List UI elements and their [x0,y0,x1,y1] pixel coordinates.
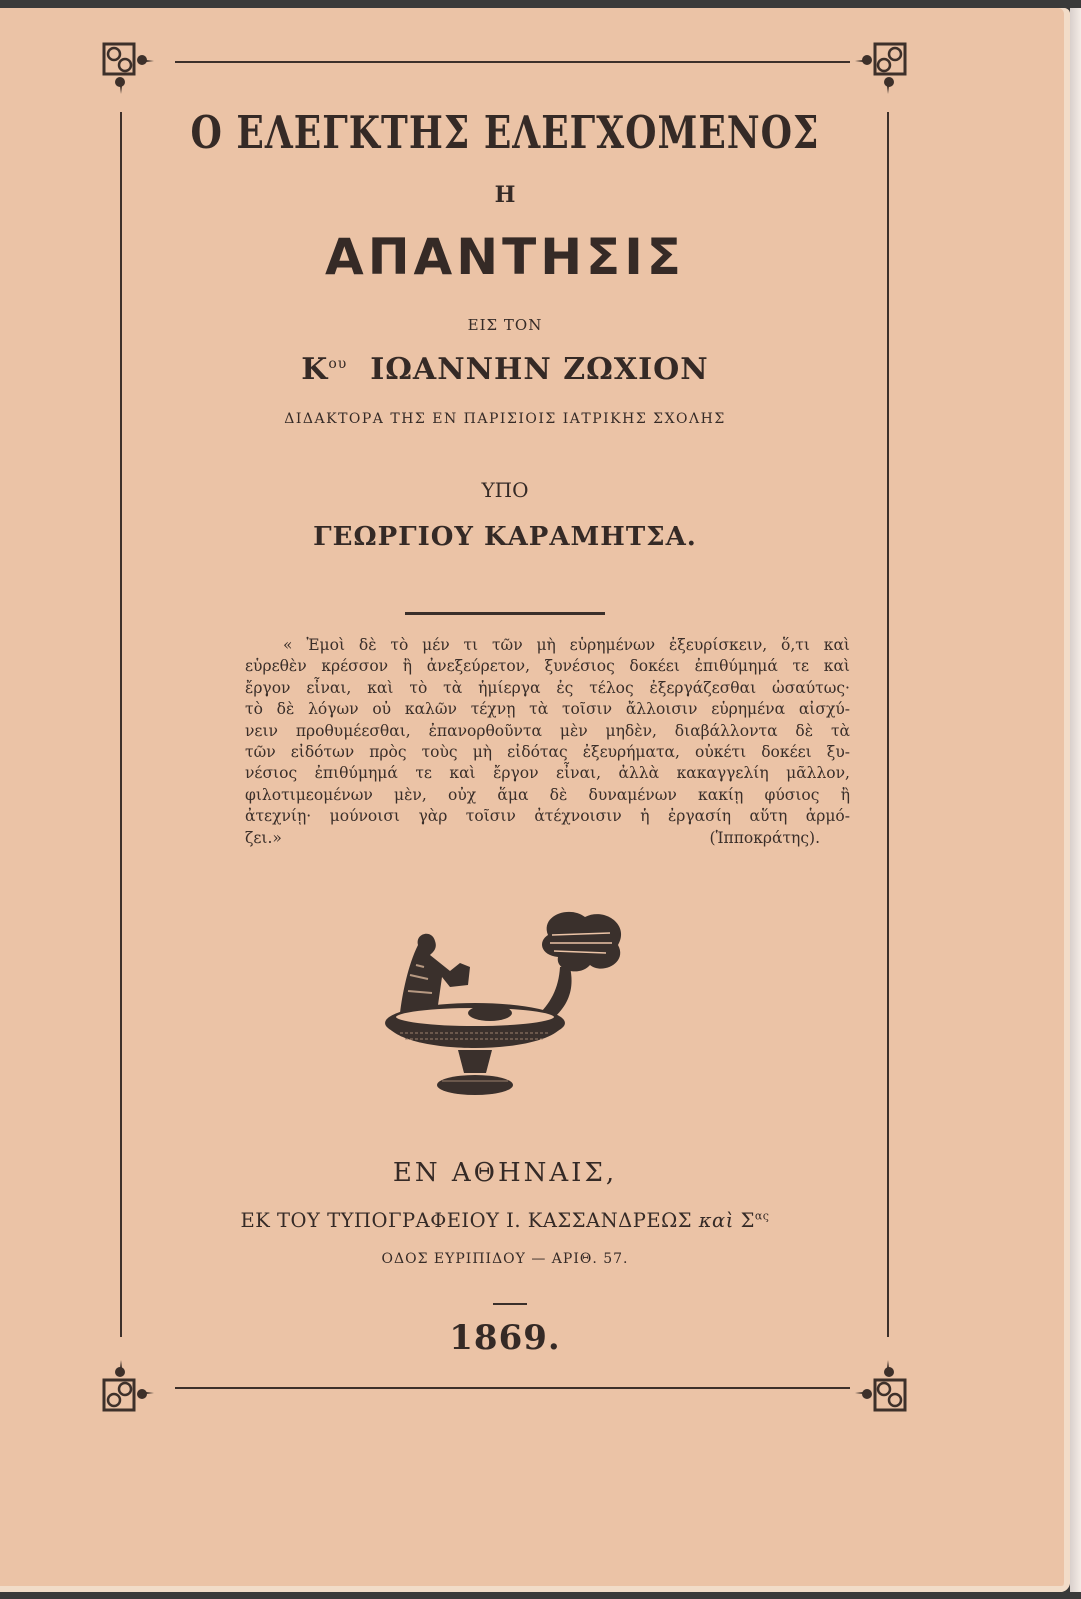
frame-bottom-rule [175,1387,850,1389]
printer-co-sup: ας [754,1209,770,1223]
addressee-degree: ΔΙΔΑΚΤΟΡΑ ΤΗΣ ΕΝ ΠΑΡΙΣΙΟΙΣ ΙΑΤΡΙΚΗΣ ΣΧΟΛΗΣ [284,411,726,427]
corner-ornament-icon [855,40,909,94]
subtitle: ΑΠΑΝΤΗΣΙΣ [325,228,685,286]
dedication-to: ΕΙΣ ΤΟΝ [467,316,543,334]
frame-top-rule [175,61,850,63]
title-conjunction: Η [494,182,516,208]
addressee: ΙΩΑΝΝΗΝ ΖΩΧΙΟΝ [370,352,709,387]
epigraph-line: νειν προθυμέεσθαι, ἐπανορθοῦντα μὲν μηδὲν, διαβάλλοντα δὲ τὰ [245,721,850,740]
frame-right-rule [887,112,889,1337]
epigraph [245,635,850,849]
main-title: Ο ΕΛΕΓΚΤΗΣ ΕΛΕΓΧΟΜΕΝΟΣ [190,106,820,160]
author-name: ΓΕΩΡΓΙΟΥ ΚΑΡΑΜΗΤΣΑ. [313,522,697,552]
imprint-place: ΕΝ ΑΘΗΝΑΙΣ, [392,1158,618,1188]
imprint-printer [110,1209,900,1232]
corner-ornament-icon [100,1360,154,1414]
epigraph-attribution: (Ἱπποκράτης). [709,828,820,847]
corner-ornament-icon [855,1360,909,1414]
by-line: ΥΠΟ [481,478,529,502]
addressee-name [110,352,900,387]
publication-year: 1869. [449,1318,561,1358]
printer-co: Σ [740,1209,755,1232]
separator-rule [405,612,605,615]
epigraph-line: νέσιος ἐπιθύμημά τε καὶ ἔργον εἶναι, ἀλλὰ κακαγγελίη μᾶλλον, [245,764,850,783]
printer-name: ΕΚ ΤΟΥ ΤΥΠΟΓΡΑΦΕΙΟΥ Ι. ΚΑΣΣΑΝΔΡΕΩΣ [240,1209,693,1232]
addressee-prefix: Κ [301,352,329,387]
page-edge [1070,8,1081,1592]
epigraph-line: φιλοτιμεομένων μὲν, οὐχ ἅμα δὲ δυναμένων κακίῃ φύσιος ἢ [245,785,850,804]
epigraph-line: ἀτεχνίῃ· μούνοισι γὰρ τοῖσιν ἀτέχνοισιν ἡ ἐργασίη αὕτη ἁρμό- [245,807,850,826]
frame-left-rule [120,112,122,1337]
addressee-prefix-sup: ου [328,356,348,372]
epigraph-last-line [245,828,850,849]
epigraph-final-fragment: ζει.» [245,828,282,847]
imprint-street: ΟΔΟΣ ΕΥΡΙΠΙΔΟΥ — ΑΡΙΘ. 57. [381,1251,629,1267]
epigraph-line: εὑρεθὲν κρέσσον ἢ ἀνεξεύρετον, ξυνέσιος δοκέει ἐπιθύμημά τε καὶ [245,657,850,676]
oil-lamp-icon [380,905,635,1105]
epigraph-line: τὸ δὲ λόγων οὐ καλῶν τέχνῃ τὰ τοῖσιν ἄλλοισιν εὑρημένα αἰσχύ- [245,700,850,719]
printer-and: καὶ [698,1209,734,1232]
corner-ornament-icon [100,40,154,94]
epigraph-line: « Ἐμοὶ δὲ τὸ μέν τι τῶν μὴ εὑρημένων ἐξευρίσκειν, ὅ,τι καὶ [283,636,850,654]
small-separator-rule [493,1303,527,1305]
epigraph-line: ἔργον εἶναι, καὶ τὸ τὰ ἡμίεργα ἐς τέλος ἐξεργάζεσθαι ὡσαύτως· [245,678,850,697]
epigraph-line: τῶν εἰδότων πρὸς τοὺς μὴ εἰδότας ἐξευρήματα, οὐκέτι δοκέει ξυ- [245,743,850,762]
